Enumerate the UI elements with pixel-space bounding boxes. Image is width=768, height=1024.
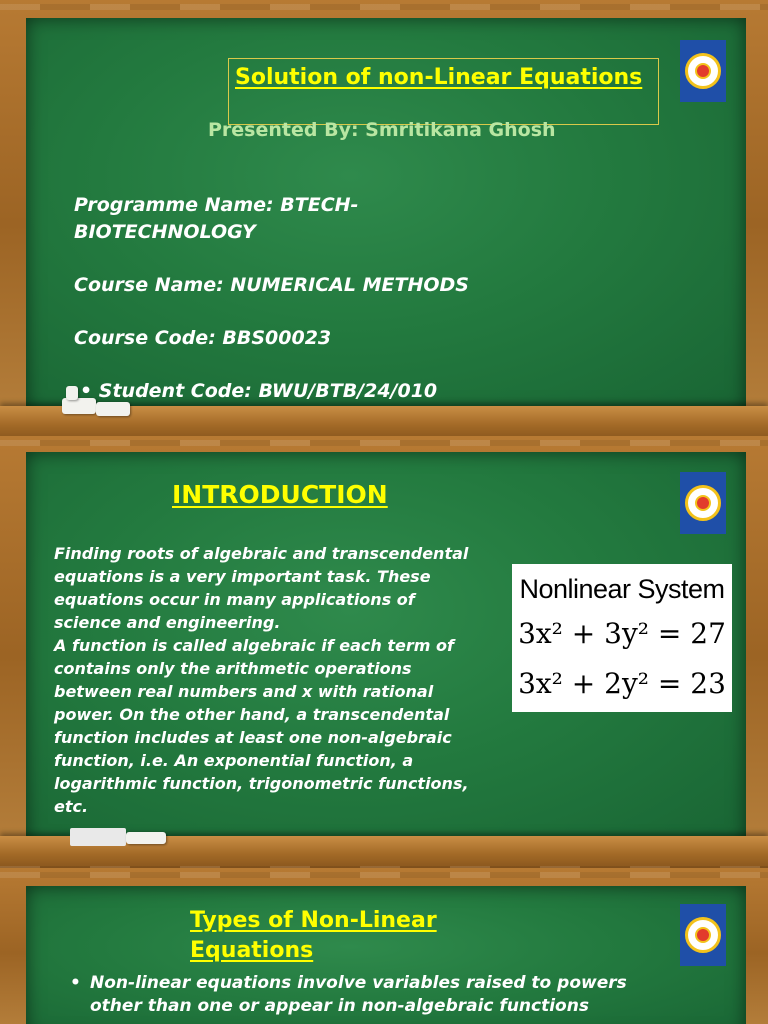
course-code: Course Code: BBS00023 xyxy=(74,327,332,349)
university-logo-icon xyxy=(680,40,726,102)
introduction-title: INTRODUCTION xyxy=(172,480,388,509)
chalkboard xyxy=(26,18,746,412)
programme-name: Programme Name: BTECH-BIOTECHNOLOGY xyxy=(74,194,359,243)
types-bullet xyxy=(70,972,660,1018)
slide-title-text: Solution of non-Linear Equations xyxy=(235,65,643,90)
types-title: Types of Non-Linear Equations xyxy=(190,908,437,963)
equation-1: 3x² + 3y² = 27 xyxy=(518,617,726,650)
student-code: Student Code: BWU/BTB/24/010 xyxy=(98,380,438,402)
university-logo-icon xyxy=(680,904,726,966)
bullet-dot: • xyxy=(70,973,81,993)
presenter-text: Presented By: Smritikana Ghosh xyxy=(208,119,556,141)
bullet-dot: • xyxy=(80,380,93,402)
slide-title xyxy=(0,0,768,448)
chalk-icon xyxy=(66,386,78,400)
course-name: Course Name: NUMERICAL METHODS xyxy=(74,274,469,296)
chalk-icon xyxy=(126,832,166,844)
card-title: Nonlinear System xyxy=(519,574,725,604)
title-box xyxy=(228,58,659,125)
bullet-text: Non-linear equations involve variables raised to powers other than one or appear in non-algebraic functions xyxy=(90,973,627,1016)
slide-types xyxy=(0,868,768,1024)
eraser-icon xyxy=(70,828,126,846)
slide-introduction xyxy=(0,436,768,876)
equation-2: 3x² + 2y² = 23 xyxy=(518,667,726,700)
student-code-item xyxy=(80,378,437,405)
introduction-paragraph: Finding roots of algebraic and transcendental equations is a very important task. These equations occur in many applications of science and engineering. A function is called algebraic if each term of contains only the arithmetic operations between real numbers and x with rational power. On the other hand, a transcendental function includes at least one non-algebraic function, i.e. An exponential function, a logarithmic function, trigonometric functions, etc. xyxy=(54,544,469,816)
nonlinear-system-image xyxy=(512,564,732,712)
university-logo-icon xyxy=(680,472,726,534)
